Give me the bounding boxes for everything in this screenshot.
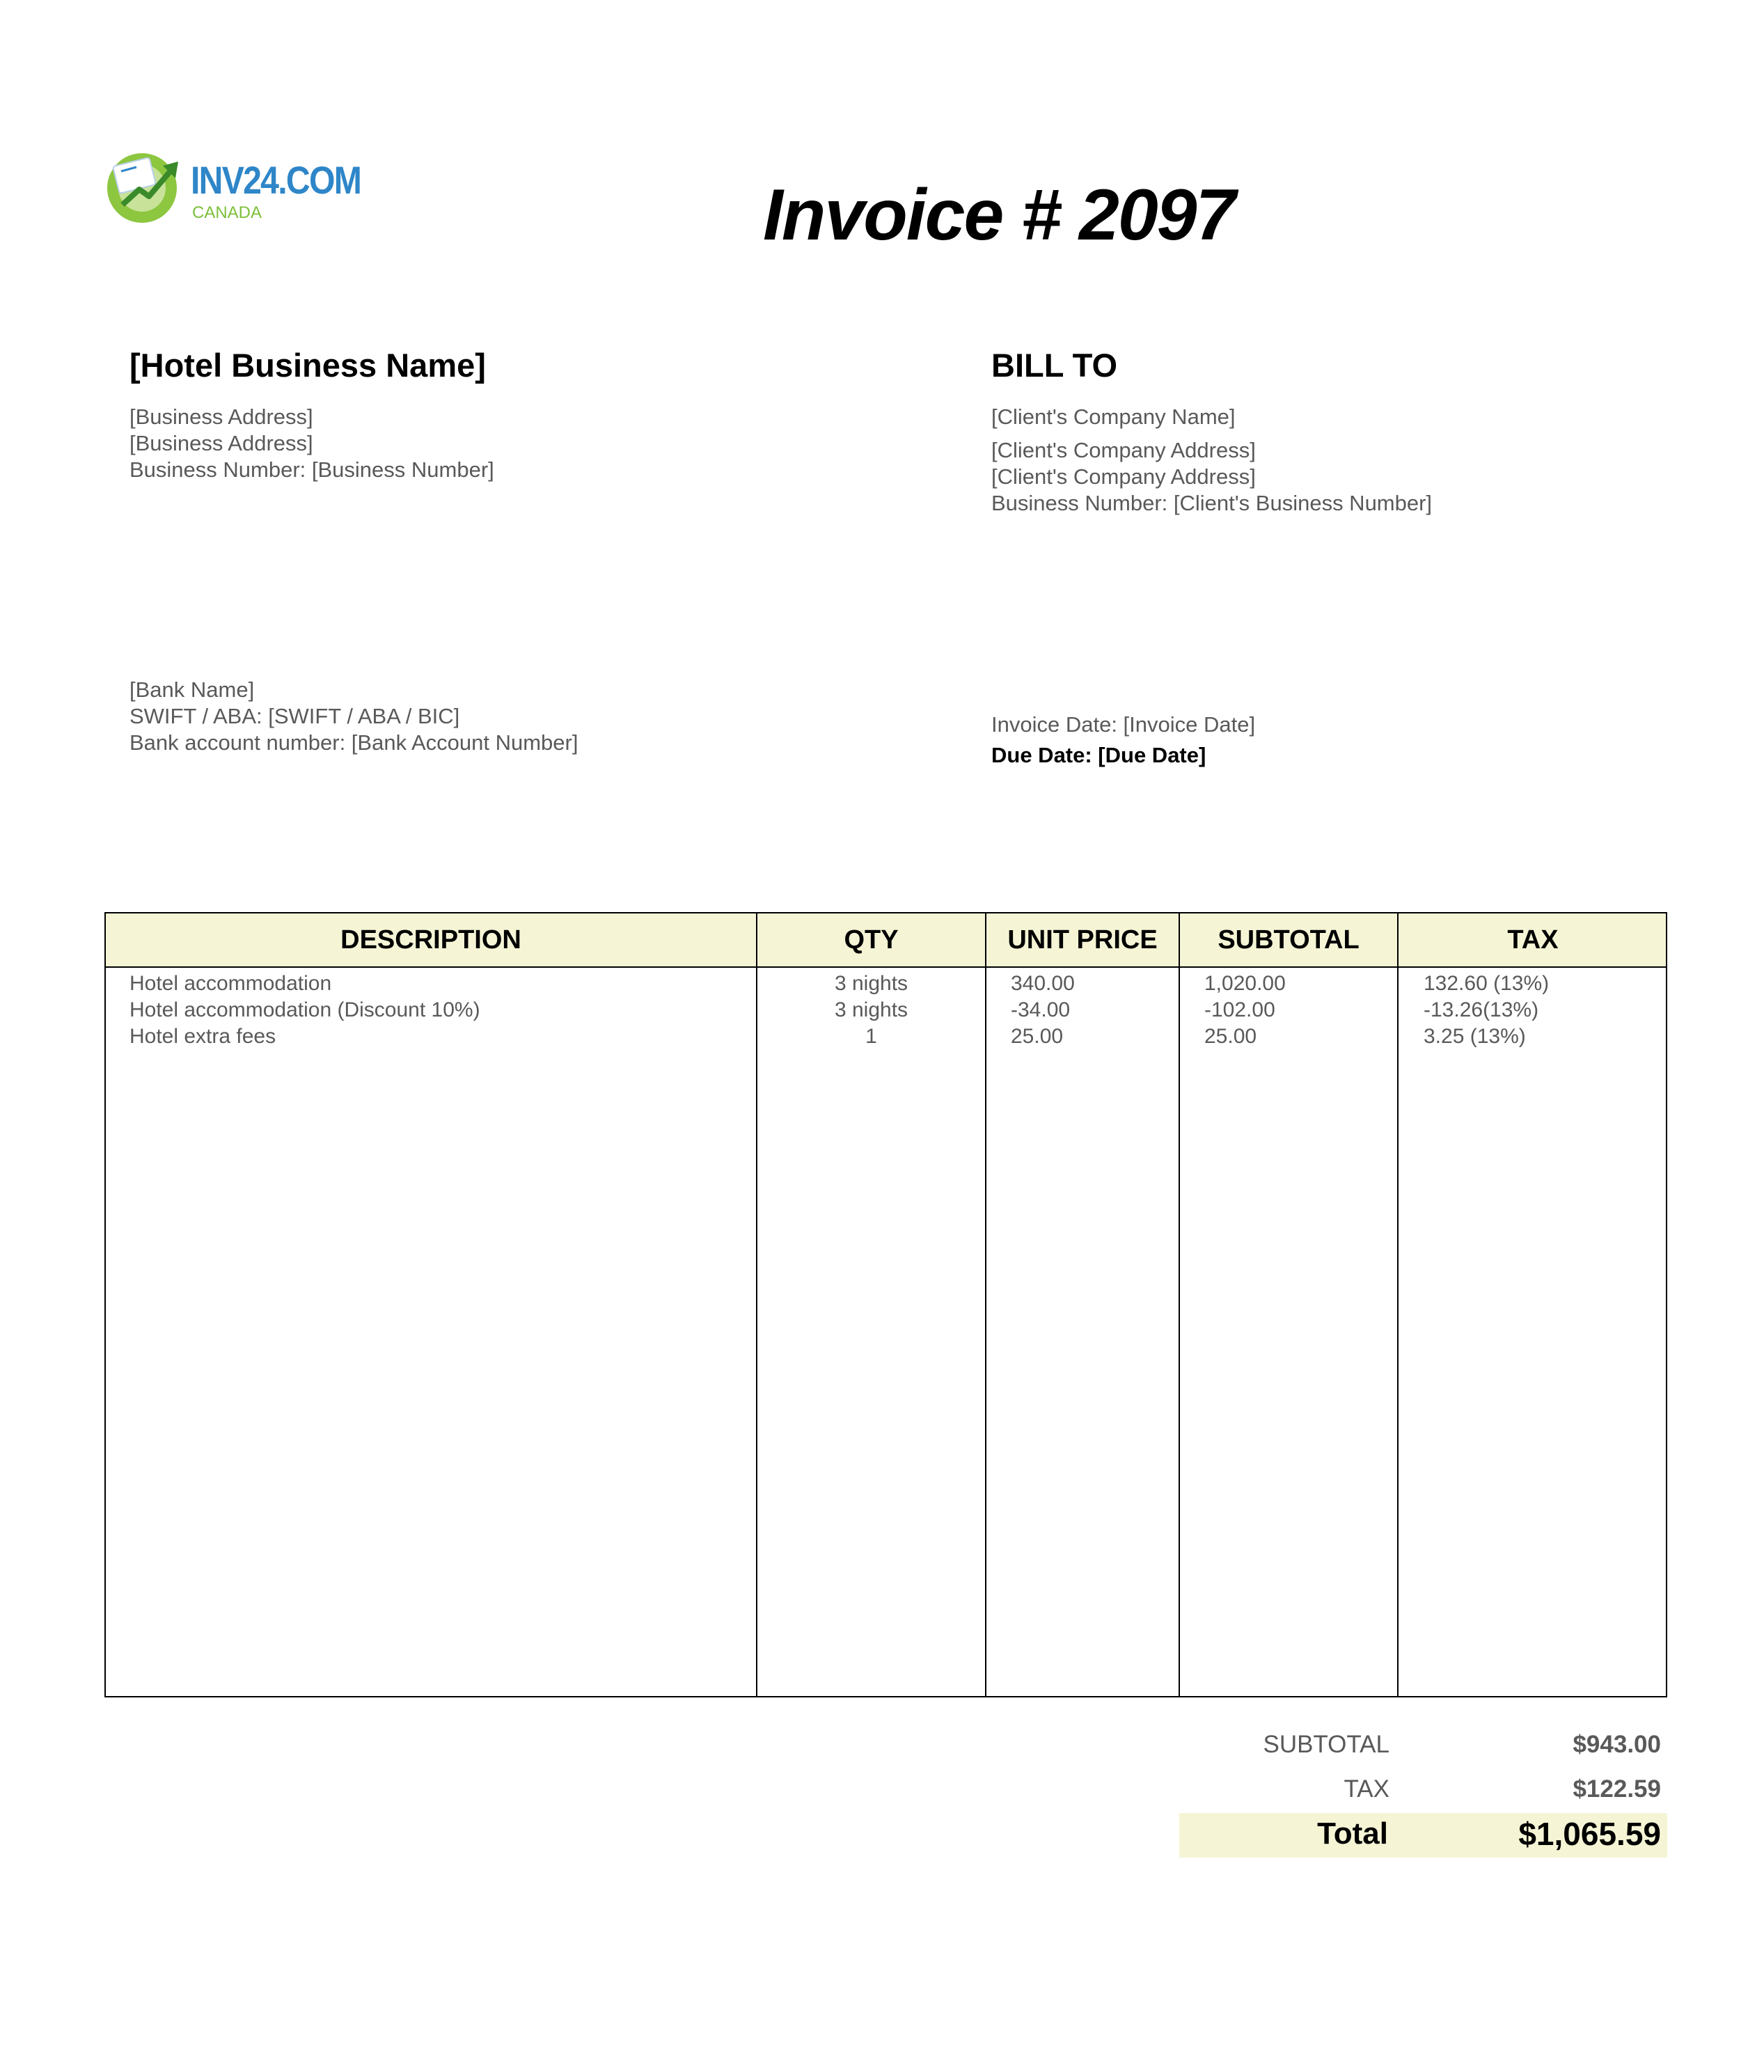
summary-subtotal-label: SUBTOTAL [1263, 1731, 1389, 1758]
logo-subtitle: CANADA [192, 203, 262, 222]
client-company-name: [Client's Company Name] [991, 405, 1236, 429]
client-address-1: [Client's Company Address] [991, 438, 1256, 462]
bill-to-heading: BILL TO [991, 347, 1118, 384]
column-divider [1179, 913, 1180, 1696]
due-date: Due Date: [Due Date] [991, 743, 1206, 767]
row-3-qty: 1 [865, 1025, 877, 1048]
row-2-unit-price: -34.00 [1011, 998, 1071, 1021]
row-2-qty: 3 nights [834, 998, 908, 1021]
header-description: DESCRIPTION [340, 925, 521, 955]
invoice-title: Invoice # 2097 [763, 175, 1235, 256]
sender-address-1: [Business Address] [129, 405, 313, 429]
summary-tax-label: TAX [1344, 1775, 1389, 1803]
client-business-number: Business Number: [Client's Business Number] [991, 491, 1433, 515]
sender-address-2: [Business Address] [129, 431, 313, 455]
row-3-description: Hotel extra fees [129, 1025, 276, 1048]
summary-total-value: $1,065.59 [1518, 1816, 1661, 1852]
column-divider [985, 913, 986, 1696]
sender-bank-account: Bank account number: [Bank Account Number] [129, 730, 578, 755]
row-1-tax: 132.60 (13%) [1424, 972, 1550, 995]
items-table [104, 912, 1667, 1697]
column-divider [1397, 913, 1399, 1696]
company-logo [106, 148, 361, 231]
row-2-subtotal: -102.00 [1204, 998, 1275, 1021]
row-1-qty: 3 nights [834, 972, 908, 995]
sender-bank-name: [Bank Name] [129, 677, 255, 702]
header-subtotal: SUBTOTAL [1218, 925, 1360, 955]
sender-business-name: [Hotel Business Name] [129, 347, 486, 384]
summary-subtotal-value: $943.00 [1573, 1731, 1661, 1758]
logo-icon [106, 148, 184, 226]
summary-tax-value: $122.59 [1573, 1775, 1661, 1803]
row-3-unit-price: 25.00 [1011, 1025, 1064, 1048]
header-unit-price: UNIT PRICE [1007, 925, 1158, 955]
summary-total-label: Total [1317, 1816, 1388, 1851]
client-address-2: [Client's Company Address] [991, 464, 1256, 489]
header-qty: QTY [844, 925, 899, 955]
row-2-description: Hotel accommodation (Discount 10%) [129, 998, 480, 1021]
row-1-unit-price: 340.00 [1011, 972, 1075, 995]
sender-business-number: Business Number: [Business Number] [129, 457, 494, 482]
logo-name: INV24.COM [191, 158, 361, 202]
sender-swift: SWIFT / ABA: [SWIFT / ABA / BIC] [129, 704, 460, 728]
invoice-date: Invoice Date: [Invoice Date] [991, 712, 1256, 737]
header-tax: TAX [1507, 925, 1559, 955]
row-3-subtotal: 25.00 [1204, 1025, 1257, 1048]
row-3-tax: 3.25 (13%) [1424, 1025, 1526, 1048]
row-2-tax: -13.26(13%) [1424, 998, 1539, 1021]
row-1-description: Hotel accommodation [129, 972, 332, 995]
row-1-subtotal: 1,020.00 [1204, 972, 1286, 995]
